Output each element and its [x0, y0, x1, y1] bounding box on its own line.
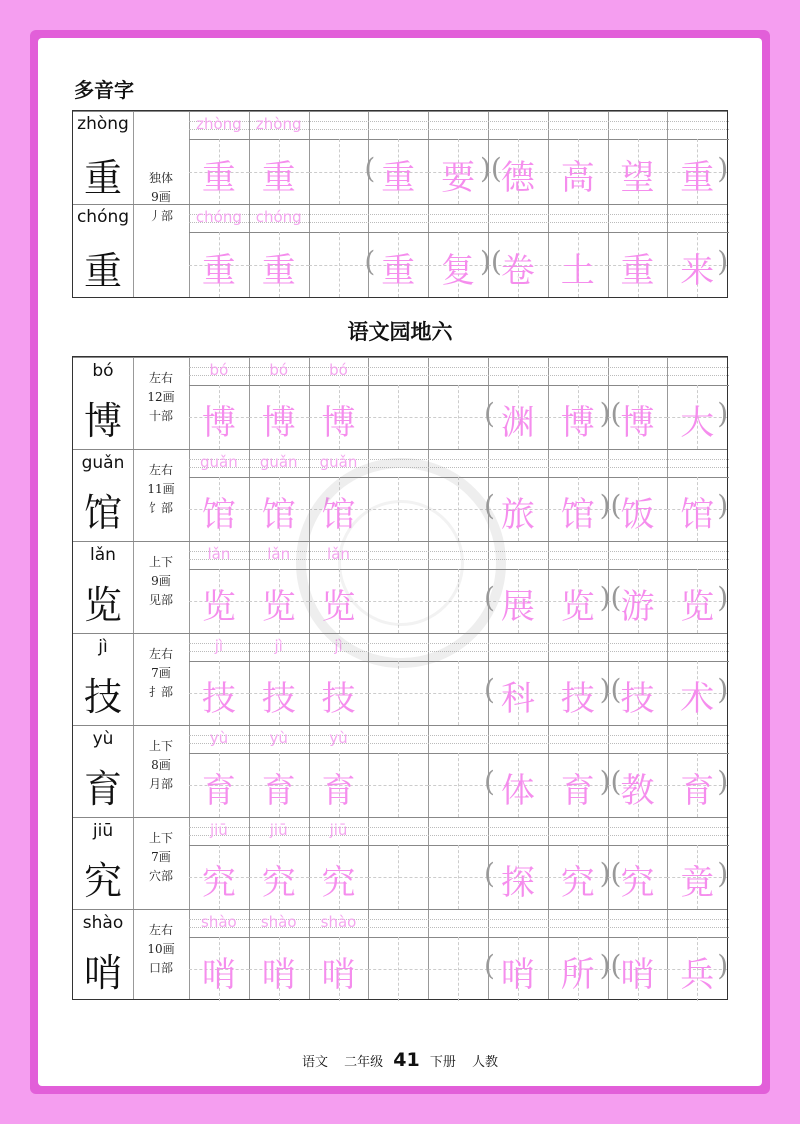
character: 重: [83, 156, 122, 200]
word-character: 旅: [500, 495, 535, 535]
word-character: 究: [560, 863, 595, 903]
trace-character: 重: [261, 250, 296, 291]
bracket: (: [484, 949, 495, 982]
trace-pinyin: zhòng: [255, 115, 302, 133]
trace-character: 育: [321, 771, 356, 811]
tian-grid-guide: [309, 172, 369, 173]
stroke-info-line: 8画: [151, 758, 171, 772]
trace-pinyin: jì: [214, 637, 224, 655]
trace-pinyin: jì: [334, 637, 343, 655]
trace-character: 哨: [321, 955, 356, 995]
phrase-character: 卷: [500, 250, 535, 291]
stroke-info-line: 11画: [147, 482, 175, 496]
bracket: )(: [599, 397, 622, 430]
stroke-info: [133, 169, 189, 226]
stroke-info-line: 丿部: [148, 209, 173, 223]
tian-grid-guide: [368, 969, 428, 970]
footer-grade: 二年级: [344, 1055, 384, 1070]
character-pinyin: zhòng: [77, 114, 129, 134]
trace-pinyin: lǎn: [327, 545, 350, 563]
trace-pinyin: yù: [269, 729, 288, 747]
tian-grid-guide: [368, 417, 428, 418]
tian-grid-guide: [428, 785, 488, 786]
stroke-info-line: 左右: [148, 371, 173, 385]
column-divider: [428, 357, 429, 999]
bracket: (: [364, 244, 376, 278]
stroke-info-line: 9画: [151, 190, 171, 204]
stroke-info: [133, 645, 189, 702]
trace-pinyin: lǎn: [207, 545, 231, 563]
word-character: 所: [560, 955, 595, 995]
worksheet-page: [38, 38, 762, 1086]
trace-character: 览: [261, 587, 296, 627]
stroke-info-line: 扌部: [148, 685, 173, 699]
word-character: 馆: [680, 495, 715, 535]
stroke-info-line: 7画: [151, 850, 171, 864]
stroke-info-line: 左右: [148, 923, 173, 937]
stroke-info-line: 独体: [148, 171, 173, 185]
stroke-info: [133, 921, 189, 978]
word-character: 兵: [680, 955, 715, 995]
bracket: )(: [480, 151, 502, 185]
stroke-info: [133, 553, 189, 610]
trace-character: 育: [201, 771, 236, 811]
word-character: 哨: [620, 955, 655, 995]
stroke-info-line: 左右: [148, 647, 173, 661]
word-character: 馆: [560, 495, 595, 535]
stroke-info-line: 十部: [148, 409, 173, 423]
duoyin-table: [72, 110, 728, 298]
phrase-character: 重: [680, 157, 715, 198]
bracket: ): [717, 581, 729, 614]
word-character: 竟: [680, 863, 715, 903]
trace-character: 重: [201, 250, 236, 291]
bracket: )(: [599, 489, 622, 522]
character: 育: [83, 767, 122, 811]
character: 究: [83, 859, 122, 903]
word-character: 展: [500, 587, 535, 627]
bracket: )(: [599, 949, 622, 982]
bracket: )(: [599, 581, 622, 614]
trace-pinyin: yù: [329, 729, 348, 747]
bracket: ): [717, 673, 729, 706]
tian-grid-guide: [368, 693, 428, 694]
trace-character: 究: [201, 863, 236, 903]
row-divider: [73, 817, 727, 818]
tian-grid-guide: [428, 693, 488, 694]
trace-pinyin: guǎn: [259, 453, 298, 471]
bracket: )(: [480, 244, 502, 278]
trace-character: 馆: [321, 495, 356, 535]
footer-volume: 下册: [429, 1055, 456, 1070]
trace-pinyin: bó: [329, 361, 348, 379]
trace-character: 育: [261, 771, 296, 811]
tian-grid-guide: [309, 265, 369, 266]
word-character: 技: [560, 679, 595, 719]
stroke-info: [133, 369, 189, 426]
tian-grid-guide: [368, 877, 428, 878]
bracket: ): [717, 765, 729, 798]
trace-character: 博: [321, 403, 356, 443]
word-character: 重: [381, 250, 416, 291]
trace-character: 哨: [261, 955, 296, 995]
trace-pinyin: jiū: [269, 821, 288, 839]
character-pinyin: jì: [98, 637, 108, 657]
trace-character: 技: [321, 679, 356, 719]
footer-publisher: 人教: [472, 1055, 499, 1070]
word-character: 要: [441, 157, 476, 198]
footer-subject: 语文: [301, 1055, 328, 1070]
trace-pinyin: guǎn: [319, 453, 358, 471]
bracket: (: [484, 673, 495, 706]
phrase-character: 来: [680, 250, 715, 291]
word-character: 游: [620, 587, 655, 627]
trace-character: 重: [201, 157, 236, 198]
word-character: 术: [680, 679, 715, 719]
trace-character: 重: [261, 157, 296, 198]
row-divider: [73, 449, 727, 450]
duoyin-section-title: 多音字: [74, 78, 134, 102]
row-divider: [73, 909, 727, 910]
trace-pinyin: bó: [269, 361, 289, 379]
phrase-character: 高: [560, 157, 595, 198]
bracket: (: [484, 765, 495, 798]
trace-pinyin: jì: [274, 637, 283, 655]
tian-grid-guide: [428, 417, 488, 418]
trace-pinyin: shào: [201, 913, 237, 931]
trace-pinyin: jiū: [209, 821, 228, 839]
character: 博: [83, 399, 122, 443]
bracket: ): [717, 489, 729, 522]
bracket: (: [364, 151, 376, 185]
trace-character: 馆: [201, 495, 236, 535]
trace-pinyin: shào: [320, 913, 357, 931]
word-character: 科: [500, 679, 535, 719]
character: 馆: [83, 491, 122, 535]
word-character: 重: [381, 157, 416, 198]
page-footer: [38, 1049, 762, 1071]
character: 技: [83, 675, 122, 719]
trace-pinyin: jiū: [329, 821, 348, 839]
stroke-info-line: 7画: [151, 666, 171, 680]
character-pinyin: lǎn: [90, 545, 116, 565]
character-pinyin: jiū: [92, 821, 114, 841]
word-character: 大: [680, 403, 715, 443]
stroke-info: [133, 461, 189, 518]
stroke-info-line: 10画: [147, 942, 175, 956]
word-character: 育: [680, 771, 715, 811]
word-character: 览: [680, 587, 715, 627]
trace-character: 博: [201, 403, 236, 443]
trace-pinyin: lǎn: [267, 545, 291, 563]
trace-character: 究: [321, 863, 356, 903]
bracket: ): [717, 857, 729, 890]
word-character: 体: [500, 771, 535, 811]
character: 览: [83, 583, 122, 627]
word-character: 博: [620, 403, 655, 443]
bracket: ): [717, 397, 729, 430]
word-character: 技: [620, 679, 655, 719]
stroke-info-line: 见部: [148, 593, 173, 607]
stroke-info: [133, 829, 189, 886]
bracket: )(: [599, 857, 622, 890]
character-pinyin: guǎn: [81, 453, 125, 473]
watermark-seal: [296, 458, 506, 668]
word-character: 览: [560, 587, 595, 627]
bracket: )(: [599, 765, 622, 798]
bracket: ): [717, 151, 729, 185]
trace-pinyin: zhòng: [196, 115, 242, 133]
stroke-info-line: 月部: [148, 777, 173, 791]
trace-pinyin: shào: [260, 913, 297, 931]
bracket: (: [484, 489, 495, 522]
stroke-info: [133, 737, 189, 794]
character: 哨: [83, 951, 122, 995]
page-number: 41: [393, 1049, 420, 1071]
row-divider: [73, 725, 727, 726]
character: 重: [83, 249, 122, 293]
stroke-info-line: 12画: [147, 390, 175, 404]
row-divider: [73, 357, 727, 358]
stroke-info-line: 上下: [148, 555, 173, 569]
column-divider: [368, 357, 369, 999]
row-divider: [73, 111, 727, 112]
trace-character: 哨: [201, 955, 236, 995]
stroke-info-line: 穴部: [148, 869, 173, 883]
garden-section-title: 语文园地六: [347, 320, 453, 344]
word-character: 教: [620, 771, 655, 811]
trace-character: 技: [261, 679, 296, 719]
trace-character: 馆: [261, 495, 296, 535]
character-pinyin: yù: [92, 729, 114, 749]
word-character: 复: [441, 250, 476, 291]
word-character: 饭: [620, 495, 655, 535]
stroke-info-line: 9画: [151, 574, 171, 588]
bracket: )(: [599, 673, 622, 706]
trace-pinyin: bó: [209, 361, 229, 379]
phrase-character: 土: [560, 250, 595, 291]
tian-grid-guide: [368, 785, 428, 786]
stroke-info-line: 口部: [148, 961, 173, 975]
stroke-info-line: 上下: [148, 831, 173, 845]
trace-pinyin: guǎn: [200, 453, 238, 471]
word-character: 探: [500, 863, 535, 903]
bracket: ): [717, 949, 729, 982]
tian-grid-guide: [428, 877, 488, 878]
trace-character: 博: [261, 403, 296, 443]
trace-character: 技: [201, 679, 236, 719]
character-pinyin: chóng: [76, 207, 130, 227]
phrase-character: 重: [620, 250, 655, 291]
stroke-info-line: 左右: [148, 463, 173, 477]
character-pinyin: shào: [82, 913, 124, 933]
word-character: 哨: [500, 955, 535, 995]
word-character: 渊: [500, 403, 535, 443]
garden-table: [72, 356, 728, 1000]
bracket: ): [717, 244, 729, 278]
character-pinyin: bó: [92, 361, 114, 381]
trace-pinyin: yù: [209, 729, 229, 747]
word-character: 育: [560, 771, 595, 811]
phrase-character: 望: [620, 157, 655, 198]
word-character: 博: [560, 403, 595, 443]
bracket: (: [484, 397, 495, 430]
tian-grid-guide: [428, 969, 488, 970]
trace-character: 览: [201, 587, 236, 627]
stroke-info-line: 饣部: [148, 501, 173, 515]
bracket: (: [484, 857, 495, 890]
stroke-info-line: 上下: [148, 739, 173, 753]
trace-pinyin: chóng: [195, 208, 242, 226]
trace-character: 览: [321, 587, 356, 627]
bracket: (: [484, 581, 495, 614]
trace-character: 究: [261, 863, 296, 903]
phrase-character: 德: [500, 157, 535, 198]
trace-pinyin: chóng: [255, 208, 302, 226]
word-character: 究: [620, 863, 655, 903]
